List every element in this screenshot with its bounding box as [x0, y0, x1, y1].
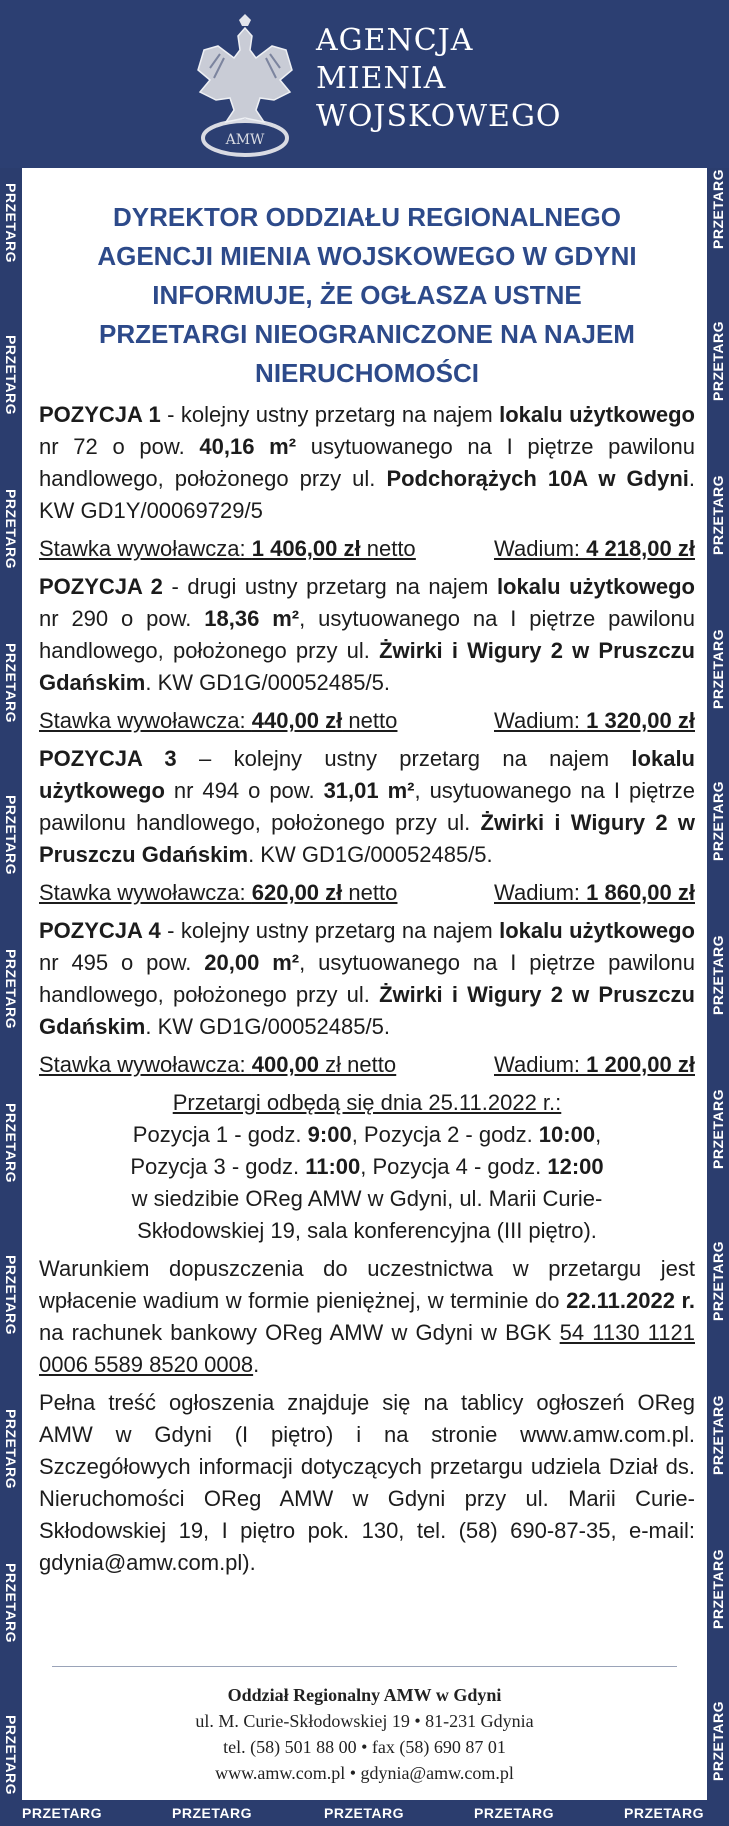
position-text: - kolejny ustny przetarg na najem [160, 402, 500, 427]
position-area: 40,16 m² [199, 434, 297, 459]
position-address: Żwirki i Wigury 2 w Pruszczu Gdańskim [39, 638, 695, 695]
position-object: lokalu użytkowego [39, 746, 695, 803]
side-label: PRZETARG [3, 335, 19, 415]
stake-row-4 [39, 1049, 695, 1081]
schedule-location: w siedzibie OReg AMW w Gdyni, ul. Marii Curie-Skłodowskiej 19, sala konferencyjna (III piętro). [131, 1186, 603, 1243]
position-text: , usytuowanego na I piętrze pawilonu handlowego, położonego przy ul. [39, 950, 695, 1007]
logo-text: AMW [225, 132, 265, 148]
side-label: PRZETARG [710, 1241, 726, 1321]
headline-line: NIERUCHOMOŚCI [255, 358, 479, 388]
side-label: PRZETARG [3, 1103, 19, 1183]
headline [45, 198, 689, 393]
position-kw: . KW GD1G/00052485/5. [145, 670, 390, 695]
bottom-label: PRZETARG [624, 1805, 704, 1821]
brand-line: MIENIA [316, 61, 447, 96]
position-label: POZYCJA 4 [39, 918, 161, 943]
side-label: PRZETARG [710, 1089, 726, 1169]
brand-name [316, 22, 562, 136]
position-label: POZYCJA 2 [39, 574, 163, 599]
bank-account: 54 1130 1121 0006 5589 8520 0008 [39, 1320, 695, 1377]
starting-rate: Stawka wywoławcza: 620,00 zł netto [39, 880, 398, 905]
bottom-label: PRZETARG [324, 1805, 404, 1821]
bottom-strip [0, 1800, 729, 1826]
side-strip-left [0, 168, 22, 1795]
footer-phones: tel. (58) 501 88 00 • fax (58) 690 87 01 [223, 1737, 506, 1757]
headline-line: DYREKTOR ODDZIAŁU REGIONALNEGO [113, 202, 621, 232]
info-paragraph: Pełna treść ogłoszenia znajduje się na tablicy ogłoszeń OReg AMW w Gdyni (I piętro) i na stronie www.amw.com.pl. Szczegółowych informacji dotyczących przetargu udziela Dział ds. Nieruchomości OReg AMW w Gdyni przy ul. Marii Curie-Skłodowskiej 19, I piętro pok. 130, tel. (58) 690-87-35, e-mail: gdynia@amw.com.pl). [39, 1390, 695, 1575]
position-kw: . KW GD1Y/00069729/5 [39, 466, 695, 523]
side-label: PRZETARG [710, 169, 726, 249]
conditions: Warunkiem dopuszczenia do uczestnictwa w przetargu jest wpłacenie wadium w formie pieniężnej, w terminie do 22.11.2022 r. na rachunek bankowy OReg AMW w Gdyni w BGK 54 1130 1121 0006 5589 8520 0008. [39, 1256, 695, 1377]
deadline-date: 22.11.2022 r. [566, 1288, 695, 1313]
position-text: - kolejny ustny przetarg na najem [160, 918, 500, 943]
position-text: – kolejny ustny przetarg na najem [176, 746, 632, 771]
position-text: , usytuowanego na I piętrze pawilonu handlowego, położonego przy ul. [39, 778, 696, 835]
side-label: PRZETARG [3, 489, 19, 569]
starting-rate: Stawka wywoławcza: 400,00 zł netto [39, 1052, 397, 1077]
position-object: lokalu użytkowego [499, 918, 695, 943]
stake-row-1 [39, 533, 695, 565]
position-label: POZYCJA 1 [39, 402, 161, 427]
side-label: PRZETARG [3, 949, 19, 1029]
position-text: nr 494 o pow. [164, 778, 324, 803]
side-strip-right [707, 168, 729, 1788]
position-address: Podchorążych 10A w Gdyni [386, 466, 689, 491]
position-text: - drugi ustny przetarg na najem [162, 574, 497, 599]
schedule-title: Przetargi odbędą się dnia 25.11.2022 r.: [172, 1090, 562, 1115]
position-area: 20,00 m² [204, 950, 300, 975]
schedule-line: Pozycja 1 - godz. 9:00, Pozycja 2 - godz. 10:00, [132, 1122, 602, 1147]
eagle-emblem-icon [190, 10, 300, 160]
side-label: PRZETARG [710, 1701, 726, 1781]
header-banner [0, 0, 729, 168]
position-3 [39, 743, 695, 871]
position-label: POZYCJA 3 [39, 746, 177, 771]
side-label: PRZETARG [710, 935, 726, 1015]
deposit: Wadium: 1 860,00 zł [494, 880, 695, 905]
position-text: nr 495 o pow. [39, 950, 205, 975]
stake-row-2 [39, 705, 695, 737]
announcement-content [39, 198, 695, 1579]
side-label: PRZETARG [710, 321, 726, 401]
stake-row-3 [39, 877, 695, 909]
brand-line: AGENCJA [316, 23, 474, 58]
position-text: nr 72 o pow. [39, 434, 200, 459]
position-text: , usytuowanego na I piętrze pawilonu handlowego, położonego przy ul. [39, 606, 695, 663]
side-label: PRZETARG [3, 1715, 19, 1795]
schedule-line: Pozycja 3 - godz. 11:00, Pozycja 4 - godz. 12:00 [130, 1154, 604, 1179]
position-1 [39, 399, 695, 527]
side-label: PRZETARG [710, 629, 726, 709]
footer-web: www.amw.com.pl • gdynia@amw.com.pl [215, 1763, 514, 1783]
side-label: PRZETARG [3, 183, 19, 263]
bottom-label: PRZETARG [474, 1805, 554, 1821]
starting-rate: Stawka wywoławcza: 440,00 zł netto [39, 708, 398, 733]
position-2 [39, 571, 695, 699]
position-object: lokalu użytkowego [499, 402, 695, 427]
side-label: PRZETARG [710, 475, 726, 555]
footer-org: Oddział Regionalny AMW w Gdyni [227, 1685, 502, 1705]
headline-line: AGENCJI MIENIA WOJSKOWEGO W GDYNI [97, 241, 637, 271]
position-area: 31,01 m² [323, 778, 415, 803]
position-area: 18,36 m² [204, 606, 300, 631]
position-address: Żwirki i Wigury 2 w Pruszczu Gdańskim [39, 810, 695, 867]
side-label: PRZETARG [710, 1549, 726, 1629]
side-label: PRZETARG [710, 781, 726, 861]
side-label: PRZETARG [3, 643, 19, 723]
footer-address: ul. M. Curie-Skłodowskiej 19 • 81-231 Gdynia [195, 1711, 534, 1731]
headline-line: PRZETARGI NIEOGRANICZONE NA NAJEM [99, 319, 635, 349]
side-label: PRZETARG [3, 1409, 19, 1489]
position-address: Żwirki i Wigury 2 w Pruszczu Gdańskim [39, 982, 695, 1039]
deposit: Wadium: 1 200,00 zł [494, 1052, 695, 1077]
headline-line: INFORMUJE, ŻE OGŁASZA USTNE [152, 280, 582, 310]
bottom-label: PRZETARG [172, 1805, 252, 1821]
side-label: PRZETARG [710, 1395, 726, 1475]
side-label: PRZETARG [3, 1563, 19, 1643]
position-4 [39, 915, 695, 1043]
position-kw: . KW GD1G/00052485/5. [248, 842, 493, 867]
bottom-label: PRZETARG [22, 1805, 102, 1821]
position-kw: . KW GD1G/00052485/5. [145, 1014, 390, 1039]
deposit: Wadium: 4 218,00 zł [494, 536, 695, 561]
starting-rate: Stawka wywoławcza: 1 406,00 zł netto [39, 536, 416, 561]
footer [22, 1682, 707, 1786]
side-label: PRZETARG [3, 1255, 19, 1335]
announcement-panel [22, 168, 707, 1800]
deposit: Wadium: 1 320,00 zł [494, 708, 695, 733]
brand-line: WOJSKOWEGO [316, 99, 562, 134]
side-label: PRZETARG [3, 795, 19, 875]
schedule [39, 1087, 695, 1247]
footer-divider [52, 1666, 677, 1667]
position-object: lokalu użytkowego [496, 574, 695, 599]
position-text: nr 290 o pow. [39, 606, 205, 631]
position-text: usytuowanego na I piętrze pawilonu handlowego, położonego przy ul. [39, 434, 696, 491]
